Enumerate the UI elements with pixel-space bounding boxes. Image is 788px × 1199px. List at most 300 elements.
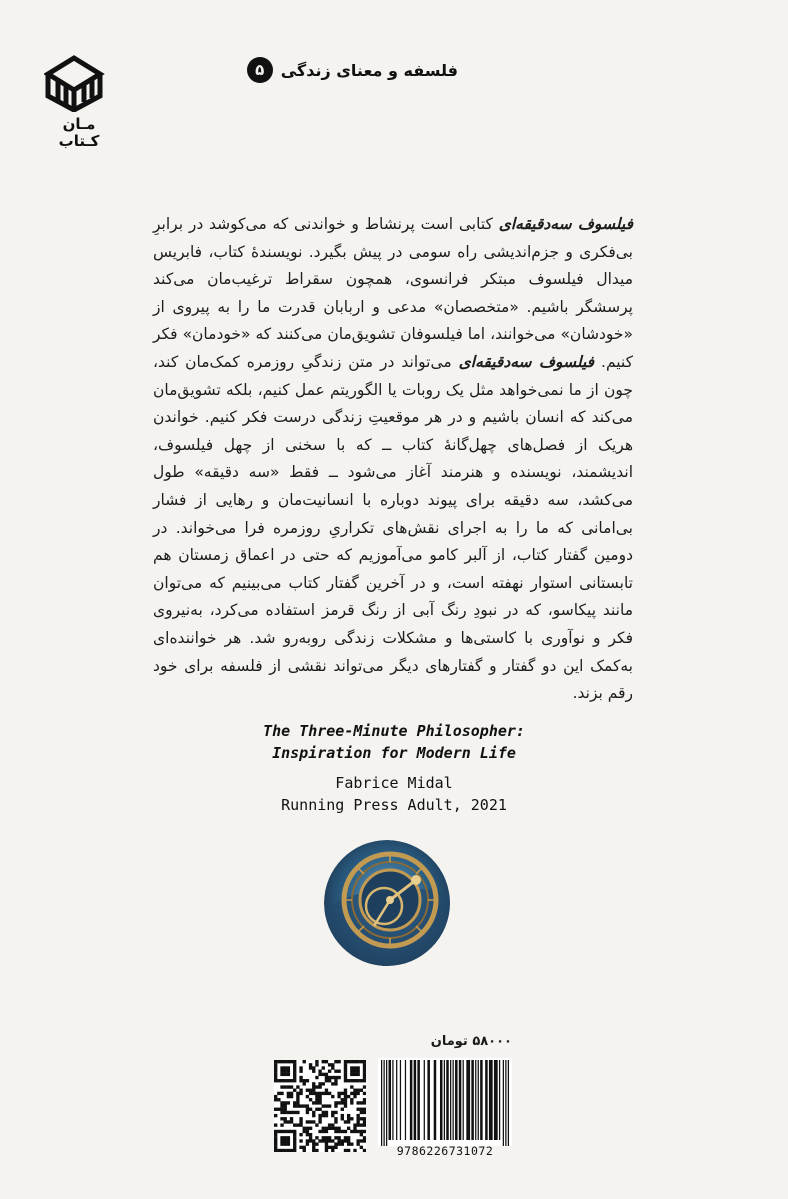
qr-module <box>306 1108 309 1111</box>
qr-module <box>290 1149 293 1152</box>
qr-module <box>287 1092 290 1095</box>
qr-module <box>306 1089 309 1092</box>
qr-module <box>363 1085 366 1088</box>
qr-module <box>360 1108 363 1111</box>
qr-module <box>363 1060 366 1063</box>
publisher-logo <box>44 52 114 150</box>
qr-module <box>299 1120 302 1123</box>
barcode-bar <box>427 1060 430 1140</box>
qr-module <box>328 1063 331 1066</box>
qr-module <box>284 1070 287 1073</box>
qr-module <box>322 1066 325 1069</box>
qr-module <box>312 1149 315 1152</box>
qr-module <box>360 1111 363 1114</box>
barcode-bar <box>392 1060 393 1140</box>
qr-module <box>274 1060 277 1063</box>
description-part-2: می‌تواند در متن زندگیِ روزمره کمک‌مان کند، چون از ما نمی‌خواهد مثل یک روبات یا الگوریتم عمل کنیم، بلکه تشویق‌مان می‌کند که انسان باشیم و در هر موقعیتِ زندگی درست فکر کنیم. خواندن هریک از فصل‌های چهل‌گانهٔ کتاب ــ که با سخنی از چهل فیلسوف، اندیشمند، نویسنده و هنرمند آغاز می‌شود ــ فقط «سه دقیقه» طول می‌کشد، سه دقیقه برای پیوند دوباره با انسانیت‌مان و رهایی از فشار بی‌امانی که ما را به اجرای نقش‌های تکراریِ روزمره فرا می‌خواند. در دومین گفتار کتاب، از آلبر کامو می‌آموزیم که حتی در اعماق زمستان هم تابستانی استوار نهفته است، و در آخرین گفتار کتاب می‌بینیم که می‌توان مانند پیکاسو، که در نبودِ رنگ آبی از رنگ قرمز استفاده می‌کرد، به‌نیروی فکر و نوآوری با کاستی‌ها و مشکلات زندگی روبه‌رو شد. هر خواننده‌ای به‌کمک این دو گفتار و گفتارهای دیگر می‌تواند نقشی از فلسفه برای خود رقم بزند. <box>153 352 633 703</box>
qr-module <box>331 1127 334 1130</box>
qr-module <box>306 1104 309 1107</box>
qr-module <box>299 1133 302 1136</box>
qr-module <box>296 1123 299 1126</box>
qr-module <box>337 1076 340 1079</box>
qr-module <box>325 1060 328 1063</box>
qr-module <box>350 1101 353 1104</box>
qr-module <box>287 1149 290 1152</box>
qr-module <box>274 1123 277 1126</box>
qr-module <box>322 1130 325 1133</box>
qr-module <box>344 1139 347 1142</box>
description-part-1: کتابی است پرنشاط و خواندنی که می‌کوشد در برابرِ بی‌فکری و جزم‌اندیشی راه سومی در پیش بگیرد. نویسندهٔ کتاب، فابریس میدال فیلسوف مبتکر فرانسوی، همچون سقراط ترغیب‌مان می‌کند پرسشگر باشیم. «متخصصان» مدعی و اربابان قدرت ما را به پیروی از «خودشان» می‌خوانند، اما فیلسوفان تشویق‌مان می‌کنند که «خودمان» فکر کنیم. <box>153 215 633 371</box>
qr-module <box>274 1130 277 1133</box>
qr-module <box>331 1114 334 1117</box>
qr-module <box>337 1095 340 1098</box>
qr-module <box>309 1108 312 1111</box>
qr-module <box>280 1117 283 1120</box>
qr-module <box>274 1066 277 1069</box>
qr-module <box>312 1066 315 1069</box>
qr-module <box>331 1063 334 1066</box>
qr-module <box>280 1060 283 1063</box>
qr-module <box>331 1149 334 1152</box>
qr-module <box>293 1076 296 1079</box>
qr-module <box>306 1142 309 1145</box>
qr-module <box>312 1085 315 1088</box>
qr-module <box>328 1139 331 1142</box>
qr-module <box>363 1136 366 1139</box>
qr-module <box>277 1060 280 1063</box>
qr-module <box>325 1114 328 1117</box>
qr-module <box>337 1060 340 1063</box>
qr-module <box>287 1101 290 1104</box>
qr-module <box>347 1142 350 1145</box>
qr-module <box>341 1114 344 1117</box>
original-edition-credits <box>200 720 588 816</box>
original-title-line2: Inspiration for Modern Life <box>272 744 516 762</box>
qr-module <box>284 1085 287 1088</box>
qr-module <box>328 1079 331 1082</box>
qr-module <box>350 1098 353 1101</box>
qr-module <box>315 1060 318 1063</box>
qr-module <box>287 1060 290 1063</box>
qr-module <box>290 1092 293 1095</box>
qr-module <box>356 1139 359 1142</box>
qr-module <box>363 1063 366 1066</box>
qr-module <box>293 1104 296 1107</box>
qr-module <box>363 1117 366 1120</box>
qr-module <box>325 1142 328 1145</box>
qr-module <box>341 1130 344 1133</box>
qr-module <box>331 1139 334 1142</box>
qr-module <box>293 1066 296 1069</box>
qr-module <box>325 1130 328 1133</box>
price-label: ۵۸۰۰۰ تومان <box>430 1034 512 1049</box>
qr-module <box>325 1092 328 1095</box>
qr-module <box>287 1073 290 1076</box>
qr-module <box>303 1060 306 1063</box>
qr-module <box>309 1063 312 1066</box>
qr-module <box>337 1127 340 1130</box>
qr-module <box>337 1070 340 1073</box>
qr-module <box>290 1085 293 1088</box>
barcode-bar <box>503 1060 504 1146</box>
qr-module <box>284 1101 287 1104</box>
barcode-bar <box>396 1060 397 1140</box>
qr-module <box>299 1139 302 1142</box>
barcode-bar <box>440 1060 443 1140</box>
qr-module <box>299 1076 302 1079</box>
qr-module <box>306 1139 309 1142</box>
qr-module <box>296 1095 299 1098</box>
qr-module <box>347 1120 350 1123</box>
qr-module <box>363 1101 366 1104</box>
qr-module <box>277 1149 280 1152</box>
qr-module <box>284 1108 287 1111</box>
qr-module <box>277 1130 280 1133</box>
qr-module <box>293 1089 296 1092</box>
qr-module <box>309 1120 312 1123</box>
qr-module <box>299 1066 302 1069</box>
qr-module <box>363 1098 366 1101</box>
qr-module <box>293 1079 296 1082</box>
qr-module <box>274 1076 277 1079</box>
qr-module <box>277 1108 280 1111</box>
qr-module <box>356 1117 359 1120</box>
qr-module <box>299 1146 302 1149</box>
qr-module <box>280 1139 283 1142</box>
qr-module <box>360 1101 363 1104</box>
barcode-bar <box>444 1060 445 1140</box>
qr-module <box>284 1142 287 1145</box>
barcode-bar <box>485 1060 488 1140</box>
qr-module <box>312 1082 315 1085</box>
qr-module <box>353 1073 356 1076</box>
qr-module <box>274 1095 277 1098</box>
qr-module <box>350 1079 353 1082</box>
barcode-bar <box>434 1060 437 1140</box>
qr-module <box>318 1082 321 1085</box>
qr-module <box>312 1070 315 1073</box>
qr-module <box>306 1120 309 1123</box>
qr-module <box>325 1089 328 1092</box>
qr-module <box>350 1117 353 1120</box>
qr-module <box>280 1079 283 1082</box>
qr-module <box>363 1120 366 1123</box>
qr-module <box>284 1136 287 1139</box>
qr-module <box>344 1073 347 1076</box>
qr-module <box>331 1123 334 1126</box>
qr-module <box>360 1123 363 1126</box>
qr-module <box>341 1139 344 1142</box>
qr-module <box>290 1120 293 1123</box>
qr-module <box>337 1136 340 1139</box>
qr-module <box>363 1073 366 1076</box>
qr-module <box>341 1098 344 1101</box>
barcode-bar <box>417 1060 420 1140</box>
qr-module <box>318 1095 321 1098</box>
qr-module <box>309 1139 312 1142</box>
qr-module <box>325 1076 328 1079</box>
qr-module <box>360 1146 363 1149</box>
qr-module <box>309 1098 312 1101</box>
qr-module <box>353 1149 356 1152</box>
qr-module <box>353 1089 356 1092</box>
qr-module <box>309 1089 312 1092</box>
qr-module <box>284 1066 287 1069</box>
qr-module <box>299 1092 302 1095</box>
qr-module <box>274 1149 277 1152</box>
qr-module <box>315 1085 318 1088</box>
qr-module <box>280 1066 283 1069</box>
barcode-bar <box>505 1060 506 1146</box>
qr-module <box>341 1117 344 1120</box>
qr-module <box>341 1092 344 1095</box>
astronomical-clock-image <box>324 840 450 966</box>
qr-module <box>350 1060 353 1063</box>
publisher-name-line2: کـتاب <box>58 132 100 150</box>
qr-module <box>347 1060 350 1063</box>
qr-module <box>353 1123 356 1126</box>
qr-module <box>277 1079 280 1082</box>
qr-module <box>318 1108 321 1111</box>
qr-module <box>344 1120 347 1123</box>
qr-module <box>312 1139 315 1142</box>
qr-module <box>315 1108 318 1111</box>
qr-module <box>356 1142 359 1145</box>
qr-module <box>344 1101 347 1104</box>
qr-module <box>350 1130 353 1133</box>
qr-module <box>356 1089 359 1092</box>
qr-module <box>293 1073 296 1076</box>
qr-module <box>274 1146 277 1149</box>
barcode-bar <box>455 1060 458 1140</box>
qr-module <box>312 1146 315 1149</box>
qr-module <box>296 1111 299 1114</box>
barcode-bar <box>381 1060 382 1146</box>
qr-module <box>344 1060 347 1063</box>
qr-module <box>315 1092 318 1095</box>
qr-module <box>318 1101 321 1104</box>
qr-module <box>303 1104 306 1107</box>
qr-module <box>356 1070 359 1073</box>
qr-module <box>363 1070 366 1073</box>
qr-module <box>290 1060 293 1063</box>
qr-module <box>274 1079 277 1082</box>
qr-module <box>299 1117 302 1120</box>
qr-module <box>322 1073 325 1076</box>
book-title-emphasis: فیلسوف سه‌دقیقه‌ای <box>498 215 633 233</box>
qr-module <box>356 1130 359 1133</box>
qr-module <box>274 1133 277 1136</box>
qr-module <box>344 1066 347 1069</box>
qr-module <box>312 1142 315 1145</box>
qr-module <box>277 1092 280 1095</box>
qr-module <box>347 1095 350 1098</box>
barcode-bar <box>414 1060 417 1140</box>
qr-module <box>356 1108 359 1111</box>
qr-module <box>274 1114 277 1117</box>
qr-module <box>296 1085 299 1088</box>
qr-module <box>296 1098 299 1101</box>
qr-module <box>337 1139 340 1142</box>
qr-module <box>274 1098 277 1101</box>
qr-module <box>322 1111 325 1114</box>
barcode-bar <box>494 1060 498 1140</box>
qr-module <box>318 1139 321 1142</box>
qr-module <box>347 1127 350 1130</box>
qr-module <box>344 1098 347 1101</box>
qr-module <box>353 1127 356 1130</box>
qr-module <box>356 1079 359 1082</box>
qr-module <box>293 1146 296 1149</box>
qr-module <box>303 1079 306 1082</box>
qr-module <box>331 1066 334 1069</box>
qr-module <box>325 1136 328 1139</box>
qr-module <box>280 1142 283 1145</box>
qr-module <box>309 1136 312 1139</box>
series-label <box>247 56 458 84</box>
barcode-bar <box>386 1060 387 1146</box>
qr-module <box>284 1149 287 1152</box>
qr-module <box>334 1120 337 1123</box>
qr-module <box>287 1120 290 1123</box>
qr-module <box>350 1142 353 1145</box>
qr-module <box>287 1130 290 1133</box>
publisher-name <box>44 116 114 150</box>
barcode-bar <box>508 1060 509 1146</box>
qr-module <box>363 1108 366 1111</box>
qr-module <box>353 1079 356 1082</box>
qr-module <box>344 1104 347 1107</box>
qr-module <box>363 1139 366 1142</box>
qr-module <box>353 1130 356 1133</box>
qr-module <box>312 1092 315 1095</box>
qr-module <box>284 1060 287 1063</box>
qr-module <box>280 1130 283 1133</box>
qr-module <box>334 1127 337 1130</box>
qr-module <box>287 1079 290 1082</box>
qr-module <box>344 1076 347 1079</box>
qr-module <box>299 1123 302 1126</box>
qr-module <box>356 1120 359 1123</box>
qr-module <box>274 1073 277 1076</box>
qr-module <box>290 1111 293 1114</box>
qr-module <box>293 1063 296 1066</box>
qr-module <box>360 1133 363 1136</box>
original-title-line1: The Three-Minute Philosopher: <box>263 722 525 740</box>
qr-module <box>303 1130 306 1133</box>
qr-module <box>325 1127 328 1130</box>
qr-module <box>293 1111 296 1114</box>
qr-module <box>293 1133 296 1136</box>
qr-module <box>363 1123 366 1126</box>
qr-module <box>328 1136 331 1139</box>
qr-module <box>322 1139 325 1142</box>
qr-module <box>318 1098 321 1101</box>
qr-module <box>280 1149 283 1152</box>
qr-module <box>334 1070 337 1073</box>
qr-module <box>356 1101 359 1104</box>
qr-module <box>306 1111 309 1114</box>
qr-module <box>280 1111 283 1114</box>
qr-code <box>274 1060 366 1152</box>
qr-module <box>280 1108 283 1111</box>
qr-module <box>334 1136 337 1139</box>
qr-module <box>296 1101 299 1104</box>
barcode-bar <box>450 1060 451 1140</box>
qr-module <box>274 1063 277 1066</box>
qr-module <box>287 1066 290 1069</box>
qr-module <box>356 1066 359 1069</box>
qr-module <box>356 1060 359 1063</box>
book-title-emphasis-2: فیلسوف سه‌دقیقه‌ای <box>458 352 595 371</box>
barcode-bar <box>478 1060 479 1140</box>
qr-module <box>347 1139 350 1142</box>
qr-module <box>284 1073 287 1076</box>
qr-module <box>287 1142 290 1145</box>
qr-module <box>325 1146 328 1149</box>
qr-module <box>318 1117 321 1120</box>
qr-module <box>303 1082 306 1085</box>
publisher-name-line1: مـان <box>62 115 96 133</box>
qr-module <box>347 1114 350 1117</box>
qr-module <box>331 1076 334 1079</box>
qr-module <box>356 1073 359 1076</box>
qr-module <box>363 1079 366 1082</box>
barcode-bar <box>389 1060 392 1140</box>
qr-module <box>347 1149 350 1152</box>
qr-module <box>287 1095 290 1098</box>
book-stack-icon <box>44 52 114 112</box>
qr-module <box>306 1079 309 1082</box>
qr-module <box>347 1136 350 1139</box>
qr-module <box>341 1108 344 1111</box>
qr-module <box>315 1136 318 1139</box>
qr-module <box>344 1136 347 1139</box>
qr-module <box>322 1082 325 1085</box>
qr-module <box>312 1120 315 1123</box>
qr-module <box>344 1070 347 1073</box>
qr-module <box>315 1101 318 1104</box>
qr-module <box>347 1079 350 1082</box>
qr-module <box>344 1092 347 1095</box>
qr-module <box>306 1133 309 1136</box>
qr-module <box>296 1092 299 1095</box>
qr-module <box>337 1142 340 1145</box>
qr-module <box>315 1142 318 1145</box>
qr-module <box>277 1098 280 1101</box>
qr-module <box>363 1092 366 1095</box>
qr-module <box>306 1130 309 1133</box>
qr-module <box>274 1108 277 1111</box>
qr-module <box>356 1123 359 1126</box>
qr-module <box>322 1114 325 1117</box>
qr-module <box>318 1070 321 1073</box>
qr-module <box>356 1092 359 1095</box>
qr-module <box>363 1111 366 1114</box>
qr-module <box>334 1060 337 1063</box>
qr-module <box>350 1092 353 1095</box>
qr-module <box>309 1127 312 1130</box>
qr-module <box>287 1111 290 1114</box>
qr-module <box>303 1149 306 1152</box>
series-number-badge: ۵ <box>247 57 273 83</box>
qr-module <box>363 1076 366 1079</box>
qr-module <box>350 1085 353 1088</box>
qr-module <box>360 1079 363 1082</box>
qr-module <box>293 1060 296 1063</box>
qr-module <box>293 1130 296 1133</box>
qr-module <box>293 1142 296 1145</box>
